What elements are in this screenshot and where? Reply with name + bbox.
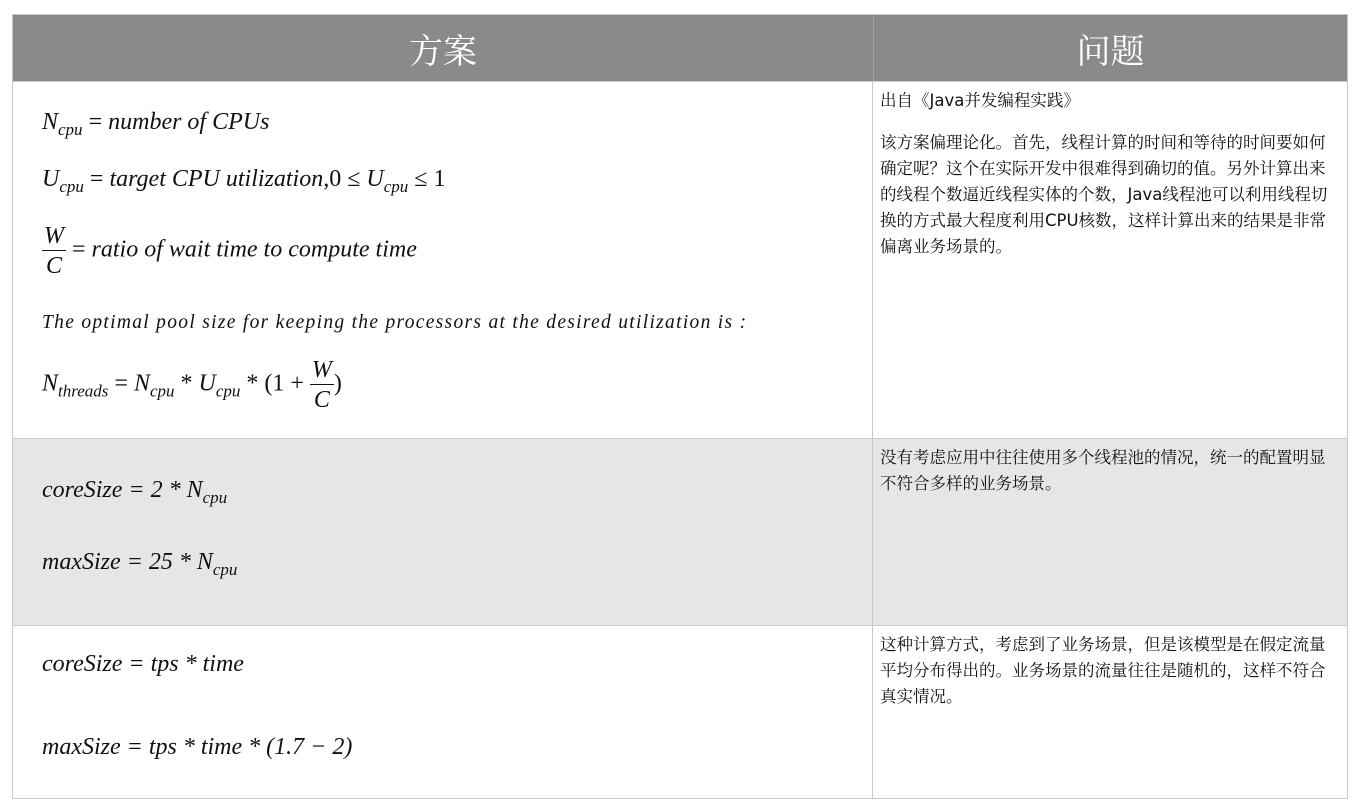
max-size-formula-2: maxSize = $25 * N_{cpu}$ — [42, 549, 238, 579]
source-note: 出自《Java并发编程实践》 — [880, 91, 1080, 110]
solution-cell-1 — [13, 82, 873, 438]
optimal-text: The optimal pool size for keeping the processors at the desired utilization is : — [42, 312, 748, 333]
ucpu-formula: $U_{cpu}$ = target CPU utilization,0 ≤ $U_{cpu} \le 1$ — [42, 166, 446, 196]
table-row — [13, 625, 1347, 798]
table-row — [13, 81, 1347, 438]
core-size-formula-3: coreSize = tps * time — [42, 651, 244, 677]
problem-text-2: 没有考虑应用中往往使用多个线程池的情况，统一的配置明显不符合多样的业务场景。 — [880, 448, 1326, 493]
problem-cell-2 — [873, 439, 1347, 625]
problem-text-3: 这种计算方式，考虑到了业务场景，但是该模型是在假定流量平均分布得出的。业务场景的流量往往是随机的，这样不符合真实情况。 — [880, 635, 1326, 706]
core-size-formula-2: coreSize = $2 * N_{cpu}$ — [42, 477, 228, 507]
header-solution: 方案 — [409, 31, 477, 72]
problem-cell-3 — [873, 626, 1347, 798]
max-size-formula-3: maxSize = tps * time * (1.7 − 2) — [42, 734, 353, 760]
solutions-table — [12, 14, 1348, 799]
wc-formula: $\frac{W}{C}$ = ratio of wait time to compute time — [44, 223, 417, 279]
table-row — [13, 438, 1347, 625]
header-problem: 问题 — [873, 15, 1347, 81]
nthreads-formula: $N_{threads} = N_{cpu} * U_{cpu} * (1$ + $\frac{W}{C}$ ) — [42, 357, 342, 413]
solution-cell-3 — [13, 626, 873, 798]
ncpu-formula: $N_{cpu}$ = number of CPUs — [42, 109, 270, 139]
table-header — [13, 15, 1347, 81]
problem-text-1: 该方案偏理论化。首先，线程计算的时间和等待的时间要如何确定呢？这个在实际开发中很难得到确切的值。另外计算出来的线程个数逼近线程实体的个数，Java线程池可以利用线程切换的方式最大程度利用CPU核数，这样计算出来的结果是非常偏离业务场景的。 — [880, 133, 1328, 256]
solution-cell-2 — [13, 439, 873, 625]
problem-cell-1 — [873, 82, 1347, 438]
